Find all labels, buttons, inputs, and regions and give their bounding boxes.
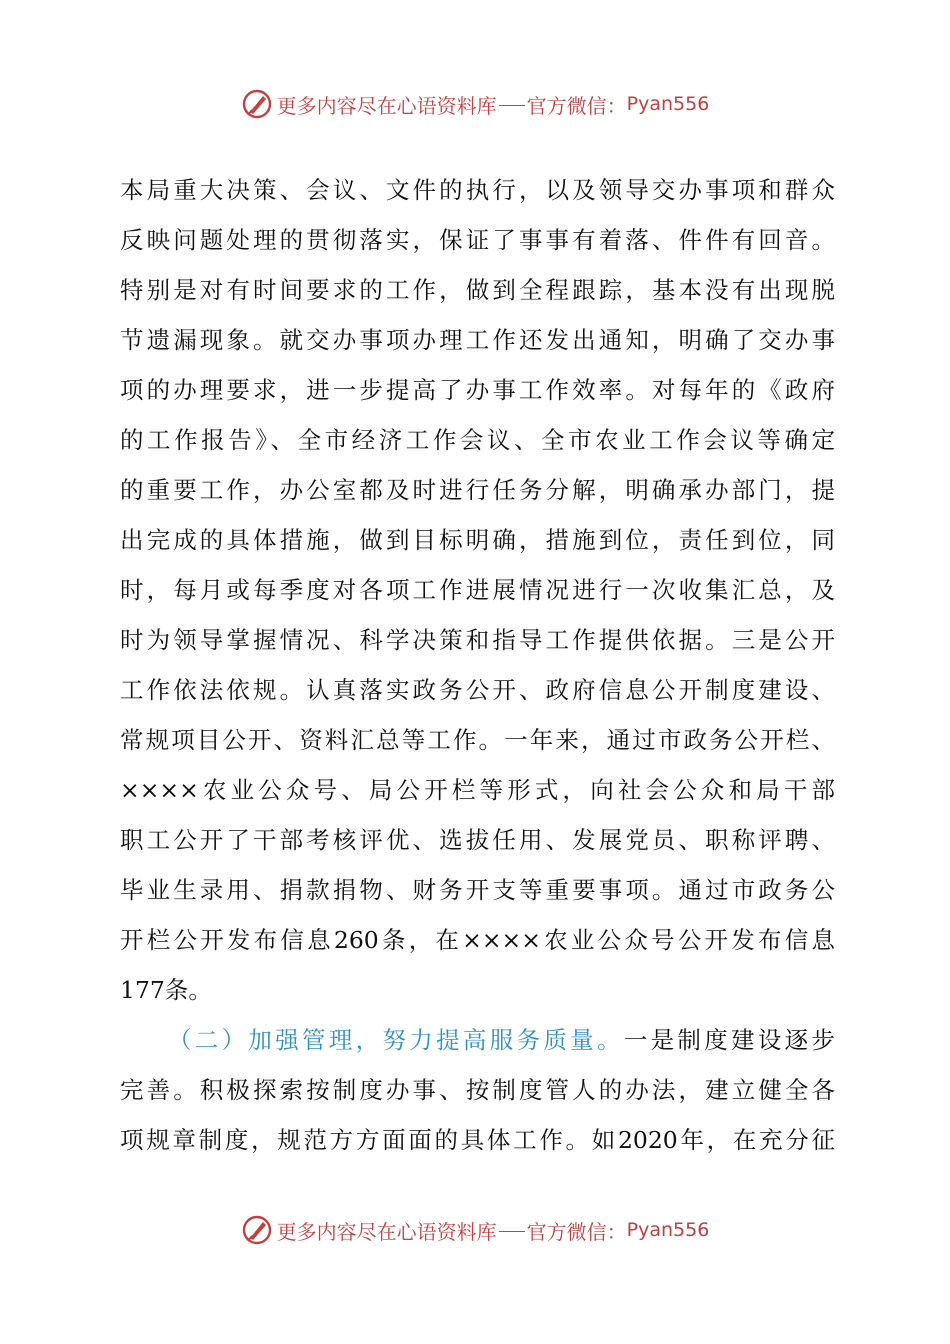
body-line: 177条。 <box>120 976 212 1004</box>
header-banner <box>0 86 950 122</box>
section-heading-rest: 一是制度建设逐步 <box>623 1026 835 1054</box>
body-line: 毕业生录用、捐款捐物、财务开支等重要事项。通过市政务公 <box>120 876 835 904</box>
quill-logo-icon <box>241 88 273 120</box>
section-heading: （二）加强管理，努力提高服务质量。 <box>168 1026 624 1054</box>
banner-dash <box>499 1231 525 1232</box>
banner-wechat-id: Pyan556 <box>626 1219 710 1241</box>
banner-wechat-id: Pyan556 <box>626 93 710 115</box>
body-line: 完善。积极探索按制度办事、按制度管人的办法，建立健全各 <box>120 1076 835 1104</box>
footer-banner <box>0 1212 950 1248</box>
body-line: 开栏公开发布信息260条，在××××农业公众号公开发布信息 <box>120 926 835 954</box>
body-line: ××××农业公众号、局公开栏等形式，向社会公众和局干部 <box>120 776 835 804</box>
banner-wechat-label: 官方微信： <box>526 93 627 118</box>
body-line: 项规章制度，规范方方面面的具体工作。如2020年，在充分征 <box>120 1126 835 1154</box>
body-line: 的工作报告》、全市经济工作会议、全市农业工作会议等确定 <box>120 426 835 454</box>
body-line: 时为领导掌握情况、科学决策和指导工作提供依据。三是公开 <box>120 626 835 654</box>
banner-dash <box>499 105 525 106</box>
banner-wechat-label: 官方微信： <box>526 1219 627 1244</box>
document-body <box>120 165 835 1165</box>
body-line: 常规项目公开、资料汇总等工作。一年来，通过市政务公开栏、 <box>120 726 835 754</box>
body-line: 时，每月或每季度对各项工作进展情况进行一次收集汇总，及 <box>120 576 835 604</box>
body-line: 反映问题处理的贯彻落实，保证了事事有着落、件件有回音。 <box>120 226 835 254</box>
banner-site-text: 更多内容尽在心语资料库 <box>276 1219 497 1244</box>
body-line: 节遗漏现象。就交办事项办理工作还发出通知，明确了交办事 <box>120 326 835 354</box>
body-line: 本局重大决策、会议、文件的执行，以及领导交办事项和群众 <box>120 176 835 204</box>
body-line: 出完成的具体措施，做到目标明确，措施到位，责任到位，同 <box>120 526 835 554</box>
body-line: 工作依法依规。认真落实政务公开、政府信息公开制度建设、 <box>120 676 835 704</box>
section-heading-line <box>120 1015 835 1065</box>
body-line: 职工公开了干部考核评优、选拔任用、发展党员、职称评聘、 <box>120 826 835 854</box>
quill-logo-icon <box>241 1214 273 1246</box>
banner-site-text: 更多内容尽在心语资料库 <box>276 93 497 118</box>
body-line: 项的办理要求，进一步提高了办事工作效率。对每年的《政府 <box>120 376 835 404</box>
body-line: 的重要工作，办公室都及时进行任务分解，明确承办部门，提 <box>120 476 835 504</box>
body-line: 特别是对有时间要求的工作，做到全程跟踪，基本没有出现脱 <box>120 276 835 304</box>
